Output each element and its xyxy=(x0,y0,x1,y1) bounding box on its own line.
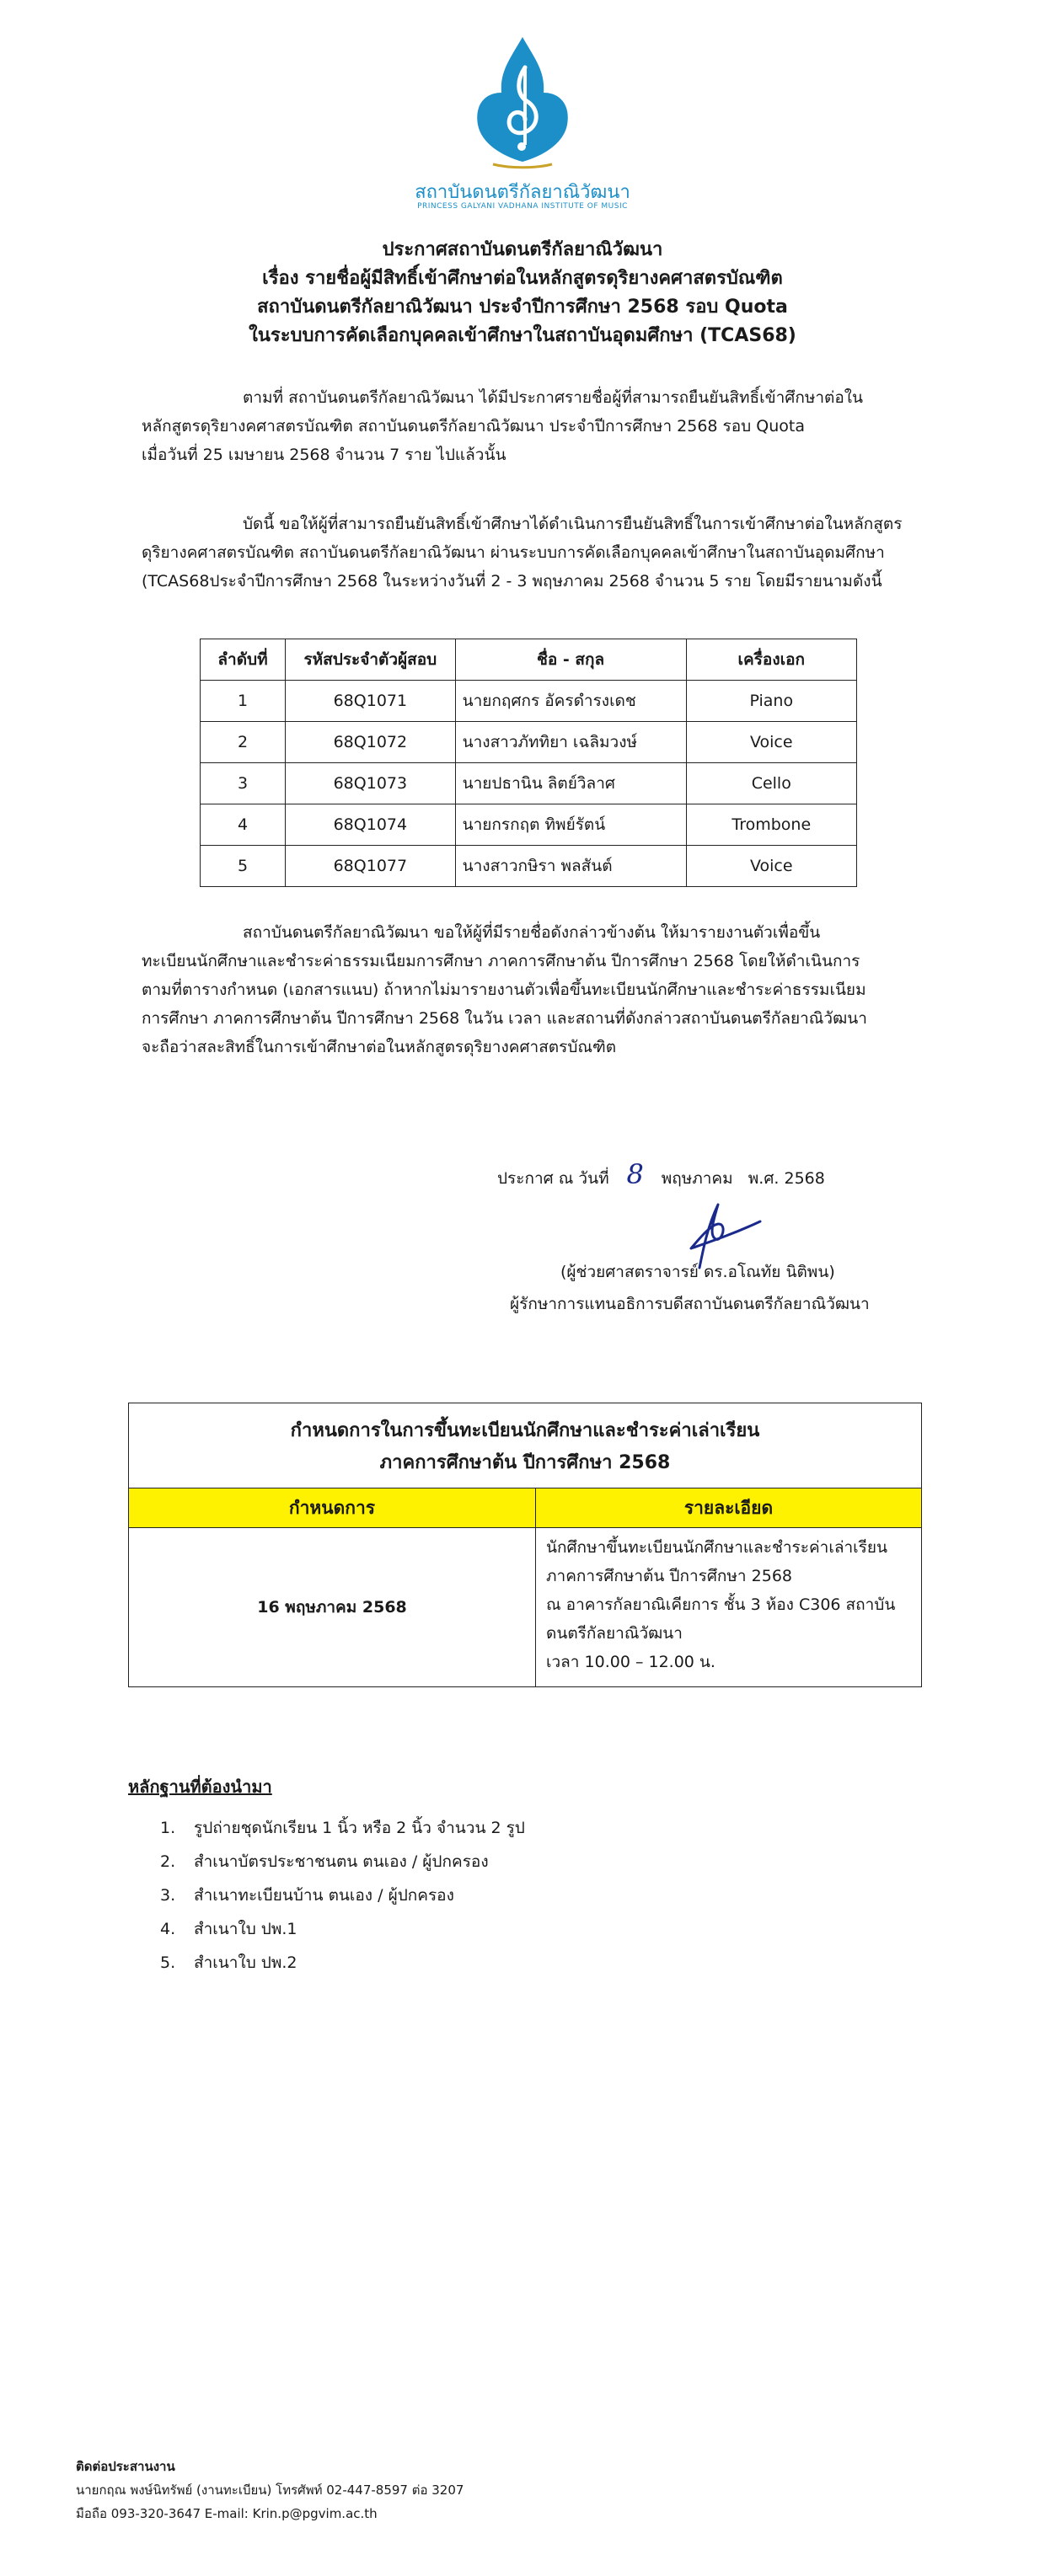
list-item xyxy=(160,1946,525,1980)
table-row xyxy=(201,763,857,804)
schedule-header-row xyxy=(129,1488,921,1528)
table-row xyxy=(201,681,857,722)
column-header-number: ลำดับที่ xyxy=(201,639,286,681)
list-item xyxy=(160,1879,525,1912)
list-item-text: รูปถ่ายชุดนักเรียน 1 นิ้ว หรือ 2 นิ้ว จำนวน 2 รูป xyxy=(194,1819,525,1837)
column-header-exam-id: รหัสประจำตัวผู้สอบ xyxy=(286,639,456,681)
table-row xyxy=(201,722,857,763)
required-documents-heading: หลักฐานที่ต้องนำมา xyxy=(128,1777,272,1797)
list-item xyxy=(160,1845,525,1879)
schedule-date: 16 พฤษภาคม 2568 xyxy=(257,1598,407,1617)
paragraph-line: ตามที่ สถาบันดนตรีกัลยาณิวัฒนา ได้มีประกาศรายชื่อผู้ที่สามารถยืนยันสิทธิ์เข้าศึกษาต่อใน xyxy=(243,388,864,407)
announcement-subject: เรื่อง รายชื่อผู้มีสิทธิ์เข้าศึกษาต่อในหลักสูตรดุริยางคศาสตรบัณฑิต xyxy=(262,268,783,289)
list-item-text: สำเนาทะเบียนบ้าน ตนเอง / ผู้ปกครอง xyxy=(194,1886,454,1905)
announcement-date-month-year: พฤษภาคม พ.ศ. 2568 xyxy=(661,1169,825,1188)
cell-name: นายกรกฤต ทิพย์รัตน์ xyxy=(455,804,686,846)
cell-exam-id: 68Q1072 xyxy=(286,722,456,763)
list-item-text: สำเนาบัตรประชาชนตน ตนเอง / ผู้ปกครอง xyxy=(194,1852,489,1871)
cell-exam-id: 68Q1077 xyxy=(286,846,456,887)
schedule-column-detail: รายละเอียด xyxy=(536,1488,922,1528)
institute-emblem-icon xyxy=(468,34,577,173)
contact-phone-email: มือถือ 093-320-3647 E-mail: Krin.p@pgvim.ac.th xyxy=(76,2506,378,2521)
signer-name: (ผู้ช่วยศาสตราจารย์ ดร.อโณทัย นิติพน) xyxy=(560,1263,835,1281)
list-item xyxy=(160,1912,525,1946)
schedule-table xyxy=(129,1488,921,1686)
cell-instrument: Trombone xyxy=(686,804,856,846)
paragraph-line: ทะเบียนนักศึกษาและชำระค่าธรรมเนียมการศึกษา ภาคการศึกษาต้น ปีการศึกษา 2568 โดยให้ดำเนินการ xyxy=(142,952,860,970)
announcement-date xyxy=(497,1158,825,1191)
announcement-subject-line2: สถาบันดนตรีกัลยาณิวัฒนา ประจำปีการศึกษา 2568 รอบ Quota xyxy=(257,297,788,318)
contact-person: นายกฤณ พงษ์นิทรัพย์ (งานทะเบียน) โทรศัพท์ 02-447-8597 ต่อ 3207 xyxy=(76,2482,464,2498)
paragraph-line: ดุริยางคศาสตรบัณฑิต สถาบันดนตรีกัลยาณิวัฒนา ผ่านระบบการคัดเลือกบุคคลเข้าศึกษาในสถาบันอุดมศึกษา xyxy=(142,543,885,562)
cell-number: 5 xyxy=(201,846,286,887)
schedule-detail-line: ภาคการศึกษาต้น ปีการศึกษา 2568 xyxy=(546,1567,792,1585)
announcement-date-day: 8 xyxy=(626,1158,644,1190)
schedule-column-date: กำหนดการ xyxy=(129,1488,536,1528)
required-documents-list xyxy=(160,1811,525,1980)
table-header-row xyxy=(201,639,857,681)
paragraph-confirmation xyxy=(142,510,934,596)
cell-number: 4 xyxy=(201,804,286,846)
cell-exam-id: 68Q1071 xyxy=(286,681,456,722)
paragraph-line: (TCAS68ประจำปีการศึกษา 2568 ในระหว่างวันที่ 2 - 3 พฤษภาคม 2568 จำนวน 5 ราย โดยมีรายนามดังนี้ xyxy=(142,572,882,591)
column-header-instrument: เครื่องเอก xyxy=(686,639,856,681)
paragraph-registration-notice xyxy=(142,918,934,1061)
announcement-date-prefix: ประกาศ ณ วันที่ xyxy=(497,1169,609,1188)
paragraph-line: เมื่อวันที่ 25 เมษายน 2568 จำนวน 7 ราย ไปแล้วนั้น xyxy=(142,446,506,464)
list-item-number: 5. xyxy=(160,1953,176,1972)
cell-name: นายกฤศกร อัครดำรงเดช xyxy=(455,681,686,722)
paragraph-line: การศึกษา ภาคการศึกษาต้น ปีการศึกษา 2568 ในวัน เวลา และสถานที่ดังกล่าวสถาบันดนตรีกัลยาณิวัฒนา xyxy=(142,1009,867,1028)
institute-logo xyxy=(413,34,632,211)
list-item-number: 2. xyxy=(160,1852,176,1871)
schedule-detail-line: นักศึกษาขึ้นทะเบียนนักศึกษาและชำระค่าเล่าเรียน xyxy=(546,1538,887,1557)
schedule-detail-line: เวลา 10.00 – 12.00 น. xyxy=(546,1653,715,1671)
institute-name-en: PRINCESS GALYANI VADHANA INSTITUTE OF MUSIC xyxy=(417,202,628,211)
cell-name: นายปธานิน ลิตย์วิลาศ xyxy=(455,763,686,804)
table-row xyxy=(201,804,857,846)
paragraph-line: หลักสูตรดุริยางคศาสตรบัณฑิต สถาบันดนตรีกัลยาณิวัฒนา ประจำปีการศึกษา 2568 รอบ Quota xyxy=(142,417,805,436)
column-header-name: ชื่อ - สกุล xyxy=(455,639,686,681)
cell-number: 1 xyxy=(201,681,286,722)
cell-exam-id: 68Q1073 xyxy=(286,763,456,804)
signer-position: ผู้รักษาการแทนอธิการบดีสถาบันดนตรีกัลยาณิวัฒนา xyxy=(510,1295,870,1313)
cell-number: 3 xyxy=(201,763,286,804)
cell-instrument: Cello xyxy=(686,763,856,804)
list-item-text: สำเนาใบ ปพ.1 xyxy=(194,1920,297,1938)
cell-number: 2 xyxy=(201,722,286,763)
cell-exam-id: 68Q1074 xyxy=(286,804,456,846)
schedule-detail-line: ณ อาคารกัลยาณิเคียการ ชั้น 3 ห้อง C306 สถาบัน xyxy=(546,1595,896,1614)
announcement-title: ประกาศสถาบันดนตรีกัลยาณิวัฒนา xyxy=(382,239,663,260)
list-item xyxy=(160,1811,525,1845)
institute-name-th: สถาบันดนตรีกัลยาณิวัฒนา xyxy=(415,182,630,203)
list-item-number: 4. xyxy=(160,1920,176,1938)
announcement-subject-line3: ในระบบการคัดเลือกบุคคลเข้าศึกษาในสถาบันอุดมศึกษา (TCAS68) xyxy=(249,325,796,346)
cell-name: นางสาวกษิรา พลสันต์ xyxy=(455,846,686,887)
students-table xyxy=(200,639,857,887)
schedule-detail-line: ดนตรีกัลยาณิวัฒนา xyxy=(546,1624,683,1643)
cell-instrument: Voice xyxy=(686,846,856,887)
schedule-subtitle: ภาคการศึกษาต้น ปีการศึกษา 2568 xyxy=(379,1452,671,1473)
paragraph-line: จะถือว่าสละสิทธิ์ในการเข้าศึกษาต่อในหลักสูตรดุริยางคศาสตรบัณฑิต xyxy=(142,1038,617,1056)
schedule-detail xyxy=(536,1528,922,1687)
schedule-title: กำหนดการในการขึ้นทะเบียนนักศึกษาและชำระค่าเล่าเรียน xyxy=(290,1420,760,1441)
cell-instrument: Voice xyxy=(686,722,856,763)
cell-instrument: Piano xyxy=(686,681,856,722)
paragraph-line: บัดนี้ ขอให้ผู้ที่สามารถยืนยันสิทธิ์เข้าศึกษาได้ดำเนินการยืนยันสิทธิ์ในการเข้าศึกษาต่อในหลักสูตร xyxy=(243,515,903,533)
list-item-number: 3. xyxy=(160,1886,176,1905)
paragraph-intro xyxy=(142,383,934,469)
paragraph-line: สถาบันดนตรีกัลยาณิวัฒนา ขอให้ผู้ที่มีรายชื่อดังกล่าวข้างต้น ให้มารายงานตัวเพื่อขึ้น xyxy=(243,923,821,942)
cell-name: นางสาวภัททิยา เฉลิมวงษ์ xyxy=(455,722,686,763)
list-item-number: 1. xyxy=(160,1819,176,1837)
list-item-text: สำเนาใบ ปพ.2 xyxy=(194,1953,297,1972)
paragraph-line: ตามที่ตารางกำหนด (เอกสารแนบ) ถ้าหากไม่มารายงานตัวเพื่อขึ้นทะเบียนนักศึกษาและชำระค่าธรรมเนียม xyxy=(142,981,866,999)
schedule-row xyxy=(129,1528,921,1687)
registration-schedule-box xyxy=(128,1403,922,1687)
table-row xyxy=(201,846,857,887)
contact-heading: ติดต่อประสานงาน xyxy=(76,2459,175,2474)
